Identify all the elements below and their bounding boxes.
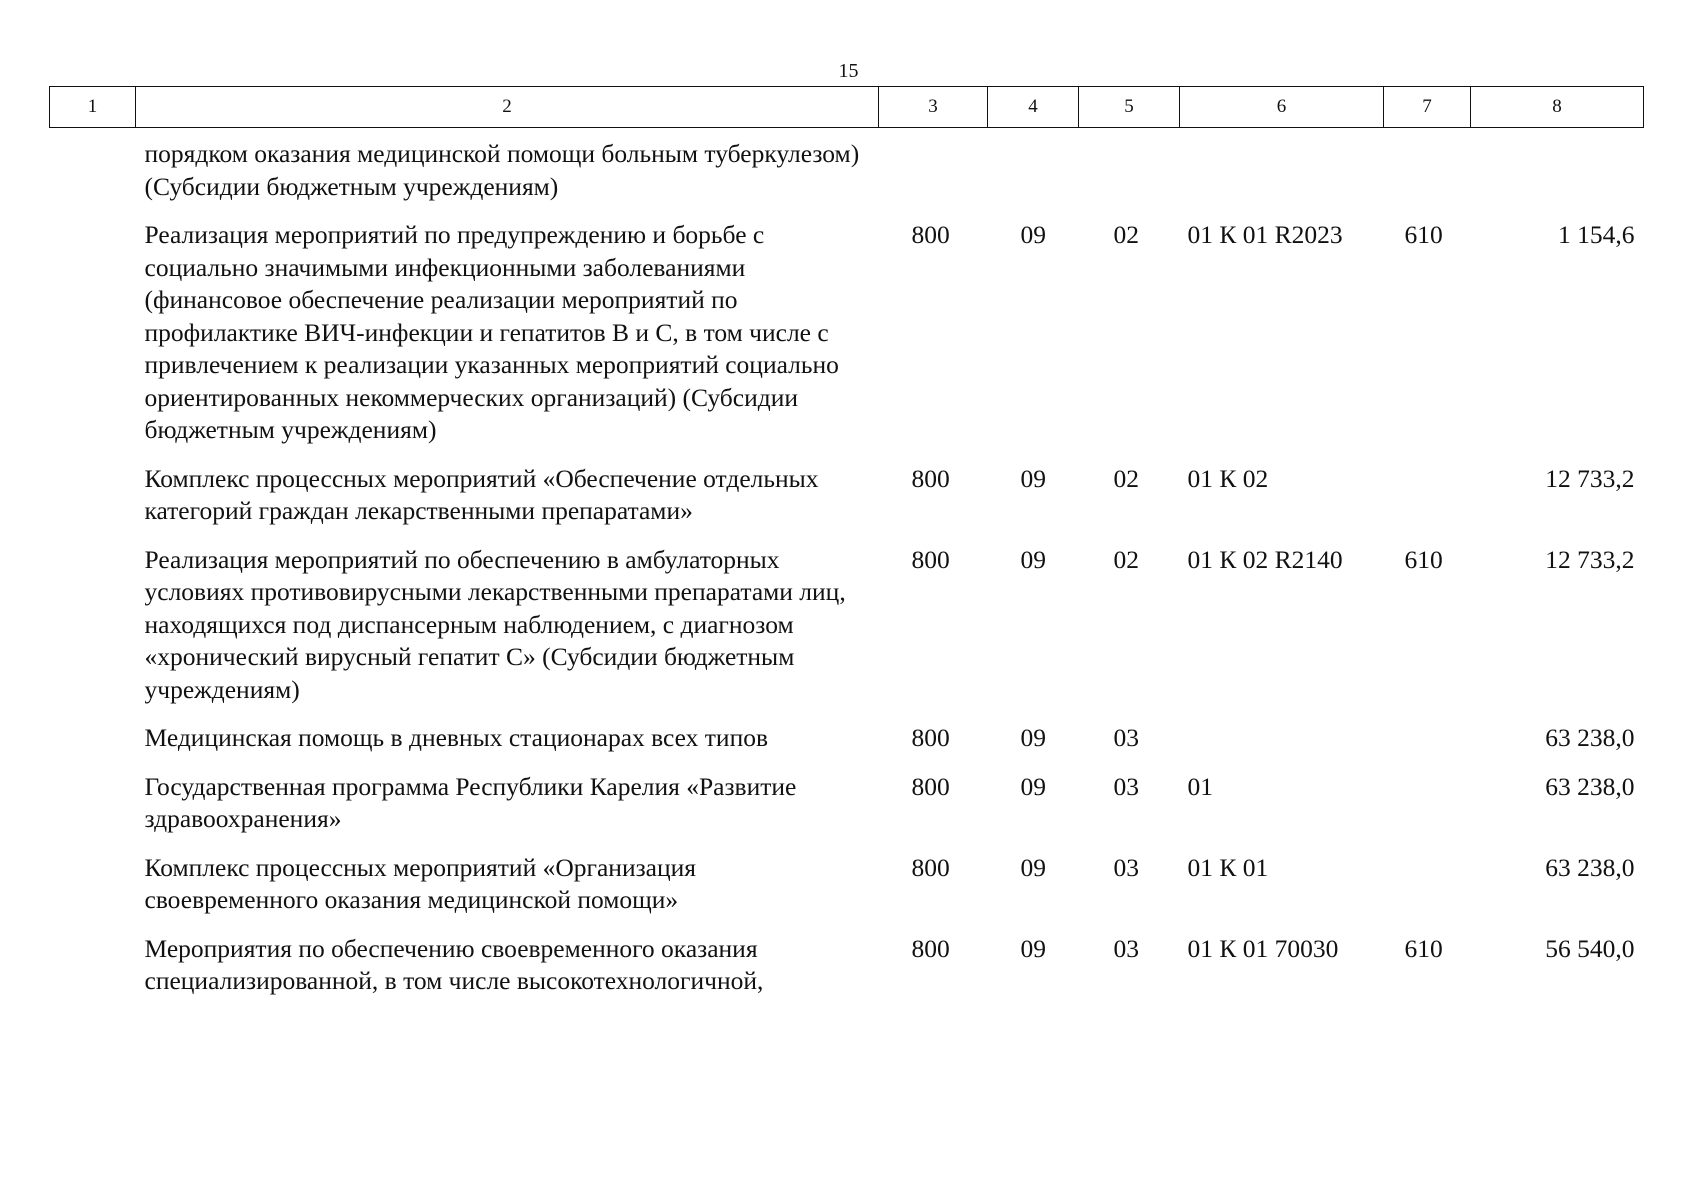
- budget-table: [49, 86, 1644, 1014]
- header-col-3: 3: [879, 87, 988, 128]
- target-article-code: 01 К 01 R2023: [1187, 220, 1343, 249]
- amount: 63 238,0: [1545, 723, 1635, 752]
- subsection-code: 03: [1113, 852, 1139, 882]
- amount: 12 733,2: [1545, 544, 1635, 574]
- table-body: [50, 128, 1644, 1014]
- amount: [1471, 128, 1644, 220]
- expense-type-code: [1384, 463, 1471, 544]
- amount: 63 238,0: [1545, 771, 1635, 801]
- header-col-5: 5: [1079, 87, 1180, 128]
- cell-col-1: [50, 852, 136, 933]
- expense-type-code: [1384, 852, 1471, 933]
- target-article-code: [1180, 128, 1384, 220]
- table-row: [50, 463, 1644, 544]
- target-article-code: 01: [1187, 771, 1213, 801]
- expense-type-code: 610: [1404, 220, 1443, 249]
- table-row: [50, 771, 1644, 852]
- cell-col-1: [50, 128, 136, 220]
- section-code: 09: [1020, 463, 1046, 493]
- item-name: порядком оказания медицинской помощи больным туберкулезом) (Субсидии бюджетным учреждениям): [144, 139, 860, 201]
- item-name: Комплекс процессных мероприятий «Обеспечение отдельных категорий граждан лекарственными препаратами»: [144, 463, 819, 525]
- amount: 56 540,0: [1545, 933, 1635, 963]
- section-code: 09: [1020, 544, 1046, 574]
- target-article-code: 01 К 01: [1187, 852, 1269, 882]
- ministry-code: 800: [911, 463, 950, 493]
- subsection-code: 02: [1113, 220, 1139, 249]
- item-name: Государственная программа Республики Карелия «Развитие здравоохранения»: [144, 771, 797, 833]
- header-col-2: 2: [136, 87, 879, 128]
- target-article-code: [1180, 722, 1384, 771]
- ministry-code: 800: [911, 723, 950, 752]
- subsection-code: 02: [1113, 463, 1139, 493]
- subsection-code: [1079, 128, 1180, 220]
- header-col-6: 6: [1180, 87, 1384, 128]
- item-name: Мероприятия по обеспечению своевременного оказания специализированной, в том числе высокотехнологичной,: [144, 933, 764, 995]
- table-row: [50, 852, 1644, 933]
- section-code: 09: [1020, 852, 1046, 882]
- table-row: [50, 544, 1644, 723]
- header-row: [50, 87, 1644, 128]
- ministry-code: 800: [911, 544, 950, 574]
- item-name: Реализация мероприятий по обеспечению в амбулаторных условиях противовирусными лекарственными препаратами лиц, находящихся под диспансерным наблюдением, с диагнозом «хронический вирусный гепатит C» (Субсидии бюджетным учреждениям): [144, 544, 846, 704]
- subsection-code: 03: [1113, 771, 1139, 801]
- expense-type-code: [1384, 771, 1471, 852]
- ministry-code: 800: [911, 852, 950, 882]
- subsection-code: 03: [1113, 933, 1139, 963]
- header-col-8: 8: [1471, 87, 1644, 128]
- amount: 1 154,6: [1558, 220, 1635, 249]
- cell-col-1: [50, 544, 136, 723]
- table-row: [50, 219, 1644, 463]
- amount: 63 238,0: [1545, 852, 1635, 882]
- table-header: [50, 87, 1644, 128]
- ministry-code: 800: [911, 933, 950, 963]
- expense-type-code: [1384, 722, 1471, 771]
- table-row: [50, 933, 1644, 1014]
- item-name: Комплекс процессных мероприятий «Организация своевременного оказания медицинской помощи»: [144, 852, 696, 914]
- cell-col-1: [50, 722, 136, 771]
- table-row: [50, 128, 1644, 220]
- ministry-code: [879, 128, 988, 220]
- expense-type-code: 610: [1404, 933, 1443, 963]
- amount: 12 733,2: [1545, 463, 1635, 493]
- table-row: [50, 722, 1644, 771]
- cell-col-1: [50, 933, 136, 1014]
- section-code: 09: [1020, 771, 1046, 801]
- section-code: 09: [1020, 723, 1046, 752]
- target-article-code: 01 К 02 R2140: [1187, 544, 1343, 574]
- cell-col-1: [50, 463, 136, 544]
- header-col-4: 4: [988, 87, 1079, 128]
- section-code: [988, 128, 1079, 220]
- expense-type-code: 610: [1404, 544, 1443, 574]
- ministry-code: 800: [911, 220, 950, 249]
- ministry-code: 800: [911, 771, 950, 801]
- item-name: Медицинская помощь в дневных стационарах всех типов: [144, 723, 769, 752]
- section-code: 09: [1020, 220, 1046, 249]
- subsection-code: 02: [1113, 544, 1139, 574]
- section-code: 09: [1020, 933, 1046, 963]
- header-col-1: 1: [50, 87, 136, 128]
- cell-col-1: [50, 771, 136, 852]
- target-article-code: 01 К 01 70030: [1187, 933, 1339, 963]
- item-name: Реализация мероприятий по предупреждению и борьбе с социально значимыми инфекционными заболеваниями (финансовое обеспечение реализации мероприятий по профилактике ВИЧ-инфекции и гепатитов B и C, в том числе с привлечением к реализации указанных мероприятий социально ориентированных некоммерческих организаций) (Субсидии бюджетным учреждениям): [144, 220, 839, 444]
- header-col-7: 7: [1384, 87, 1471, 128]
- target-article-code: 01 К 02: [1187, 463, 1269, 493]
- subsection-code: 03: [1113, 723, 1139, 752]
- expense-type-code: [1384, 128, 1471, 220]
- page-number: 15: [838, 60, 859, 82]
- cell-col-1: [50, 219, 136, 463]
